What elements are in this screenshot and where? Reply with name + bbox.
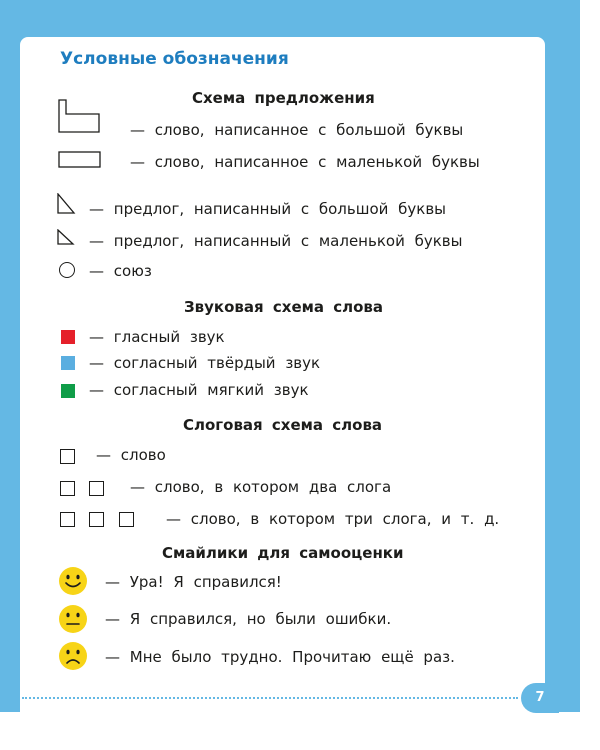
page-title: Условные обозначения [60, 49, 289, 69]
dotted-footer-line [22, 697, 518, 699]
sound-scheme-heading: Звуковая схема слова [184, 298, 384, 316]
smiley-item-happy: — Ура! Я справился! [105, 573, 282, 591]
hard-consonant-blue-square-icon [61, 356, 75, 370]
syllable-box-icon [60, 512, 75, 527]
syllable-box-icon [119, 512, 134, 527]
sound-item-hard-consonant: — согласный твёрдый звук [89, 354, 321, 372]
smiley-item-sad: — Мне было трудно. Прочитаю ещё раз. [105, 648, 455, 666]
sound-item-soft-consonant: — согласный мягкий звук [89, 381, 309, 399]
soft-consonant-green-square-icon [61, 384, 75, 398]
conjunction-circle-icon [59, 262, 75, 278]
sentence-item-lowercase-preposition: — предлог, написанный с маленькой буквы [89, 232, 463, 250]
sentence-scheme-heading: Схема предложения [192, 89, 375, 107]
sentence-item-lowercase-word: — слово, написанное с маленькой буквы [130, 153, 480, 171]
lowercase-word-scheme-icon [58, 151, 102, 169]
sad-face-icon [58, 641, 88, 671]
syllable-item-three-syllables: — слово, в котором три слога, и т. д. [166, 510, 500, 528]
syllable-item-word: — слово [96, 446, 166, 464]
neutral-face-icon [58, 604, 88, 634]
sound-item-vowel: — гласный звук [89, 328, 225, 346]
lowercase-preposition-icon [57, 229, 77, 247]
syllable-scheme-heading: Слоговая схема слова [183, 416, 383, 434]
vowel-red-square-icon [61, 330, 75, 344]
sentence-item-conjunction: — союз [89, 262, 152, 280]
syllable-item-two-syllables: — слово, в котором два слога [130, 478, 392, 496]
sentence-item-capital-preposition: — предлог, написанный с большой буквы [89, 200, 447, 218]
syllable-box-icon [60, 449, 75, 464]
page-number: 7 [521, 683, 559, 713]
capital-word-scheme-icon [58, 99, 102, 135]
smiley-item-neutral: — Я справился, но были ошибки. [105, 610, 392, 628]
capital-preposition-icon [57, 193, 77, 215]
syllable-box-icon [89, 481, 104, 496]
smileys-heading: Смайлики для самооценки [162, 544, 404, 562]
page-right-margin [580, 0, 600, 750]
syllable-box-icon [89, 512, 104, 527]
sentence-item-capital-word: — слово, написанное с большой буквы [130, 121, 464, 139]
happy-face-icon [58, 566, 88, 596]
syllable-box-icon [60, 481, 75, 496]
